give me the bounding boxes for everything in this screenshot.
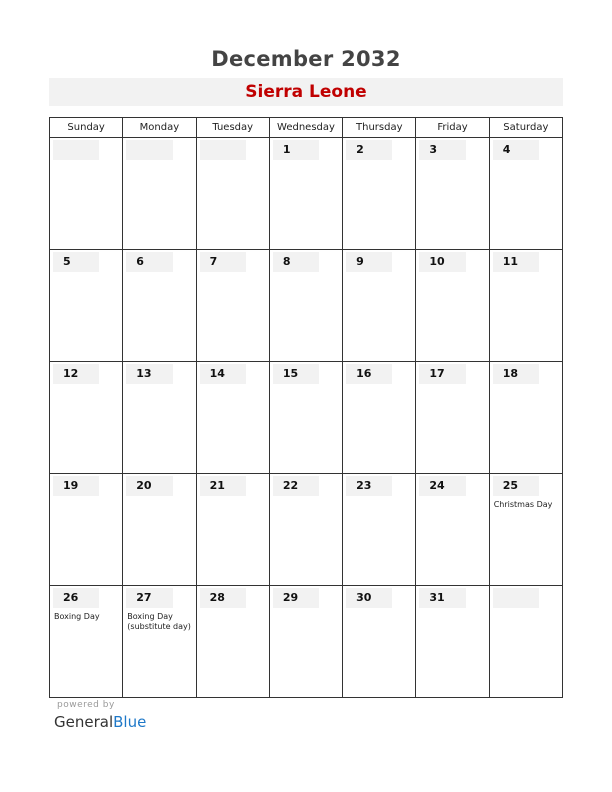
day-cell bbox=[269, 250, 342, 362]
day-cell bbox=[269, 474, 342, 586]
week-row-3 bbox=[50, 362, 563, 474]
day-number: 9 bbox=[346, 252, 392, 272]
day-number: 13 bbox=[126, 364, 172, 384]
day-cell bbox=[416, 474, 489, 586]
brand-name-general: General bbox=[54, 713, 114, 731]
day-cell bbox=[269, 138, 342, 250]
day-number bbox=[53, 140, 99, 160]
day-number bbox=[126, 140, 172, 160]
day-cell bbox=[343, 586, 416, 698]
week-row-5 bbox=[50, 586, 563, 698]
day-number: 25 bbox=[493, 476, 539, 496]
day-number: 3 bbox=[419, 140, 465, 160]
day-cell bbox=[123, 586, 196, 698]
day-cell bbox=[123, 474, 196, 586]
week-row-4 bbox=[50, 474, 563, 586]
brand-logo[interactable] bbox=[54, 713, 146, 731]
week-row-1 bbox=[50, 138, 563, 250]
day-number: 14 bbox=[200, 364, 246, 384]
day-cell bbox=[416, 138, 489, 250]
day-cell bbox=[489, 474, 562, 586]
calendar-grid bbox=[49, 117, 563, 698]
day-cell bbox=[416, 586, 489, 698]
day-number: 12 bbox=[53, 364, 99, 384]
day-cell bbox=[123, 138, 196, 250]
day-number: 21 bbox=[200, 476, 246, 496]
day-cell bbox=[489, 138, 562, 250]
day-number bbox=[200, 140, 246, 160]
powered-by-label: powered by bbox=[57, 700, 115, 710]
day-number: 1 bbox=[273, 140, 319, 160]
day-number: 6 bbox=[126, 252, 172, 272]
day-number: 27 bbox=[126, 588, 172, 608]
day-cell bbox=[123, 362, 196, 474]
weekday-thursday: Thursday bbox=[343, 118, 416, 138]
day-cell bbox=[343, 138, 416, 250]
day-cell bbox=[416, 362, 489, 474]
weekday-friday: Friday bbox=[416, 118, 489, 138]
day-number: 11 bbox=[493, 252, 539, 272]
weekday-wednesday: Wednesday bbox=[269, 118, 342, 138]
country-banner bbox=[49, 78, 563, 106]
day-cell bbox=[269, 586, 342, 698]
day-number: 22 bbox=[273, 476, 319, 496]
day-cell bbox=[196, 586, 269, 698]
day-cell bbox=[416, 250, 489, 362]
weekday-tuesday: Tuesday bbox=[196, 118, 269, 138]
day-number: 16 bbox=[346, 364, 392, 384]
day-number: 31 bbox=[419, 588, 465, 608]
day-cell bbox=[343, 250, 416, 362]
day-cell bbox=[196, 138, 269, 250]
day-cell bbox=[489, 586, 562, 698]
day-number: 17 bbox=[419, 364, 465, 384]
weekday-sunday: Sunday bbox=[50, 118, 123, 138]
day-cell bbox=[196, 362, 269, 474]
weekday-header-row bbox=[50, 118, 563, 138]
day-cell bbox=[489, 250, 562, 362]
holiday-label: Boxing Day bbox=[54, 612, 100, 621]
day-cell bbox=[50, 138, 123, 250]
day-number: 10 bbox=[419, 252, 465, 272]
day-cell bbox=[50, 474, 123, 586]
day-number: 4 bbox=[493, 140, 539, 160]
country-name: Sierra Leone bbox=[245, 82, 367, 102]
day-cell bbox=[50, 586, 123, 698]
week-row-2 bbox=[50, 250, 563, 362]
day-cell bbox=[196, 250, 269, 362]
day-cell bbox=[343, 362, 416, 474]
day-number: 29 bbox=[273, 588, 319, 608]
day-number: 26 bbox=[53, 588, 99, 608]
weekday-monday: Monday bbox=[123, 118, 196, 138]
day-number: 18 bbox=[493, 364, 539, 384]
holiday-label: Christmas Day bbox=[493, 500, 553, 509]
month-title: December 2032 bbox=[211, 47, 401, 71]
day-number: 19 bbox=[53, 476, 99, 496]
day-cell bbox=[196, 474, 269, 586]
holiday-label: Boxing Day (substitute day) bbox=[127, 612, 191, 631]
brand-name-blue: Blue bbox=[113, 713, 147, 731]
day-number: 7 bbox=[200, 252, 246, 272]
day-number: 8 bbox=[273, 252, 319, 272]
day-number: 2 bbox=[346, 140, 392, 160]
day-cell bbox=[343, 474, 416, 586]
day-cell bbox=[489, 362, 562, 474]
day-cell bbox=[50, 362, 123, 474]
day-number: 24 bbox=[419, 476, 465, 496]
day-number: 15 bbox=[273, 364, 319, 384]
day-cell bbox=[50, 250, 123, 362]
day-number: 23 bbox=[346, 476, 392, 496]
day-number: 30 bbox=[346, 588, 392, 608]
day-number: 20 bbox=[126, 476, 172, 496]
day-number bbox=[493, 588, 539, 608]
day-number: 5 bbox=[53, 252, 99, 272]
day-cell bbox=[269, 362, 342, 474]
day-cell bbox=[123, 250, 196, 362]
weekday-saturday: Saturday bbox=[489, 118, 562, 138]
day-number: 28 bbox=[200, 588, 246, 608]
